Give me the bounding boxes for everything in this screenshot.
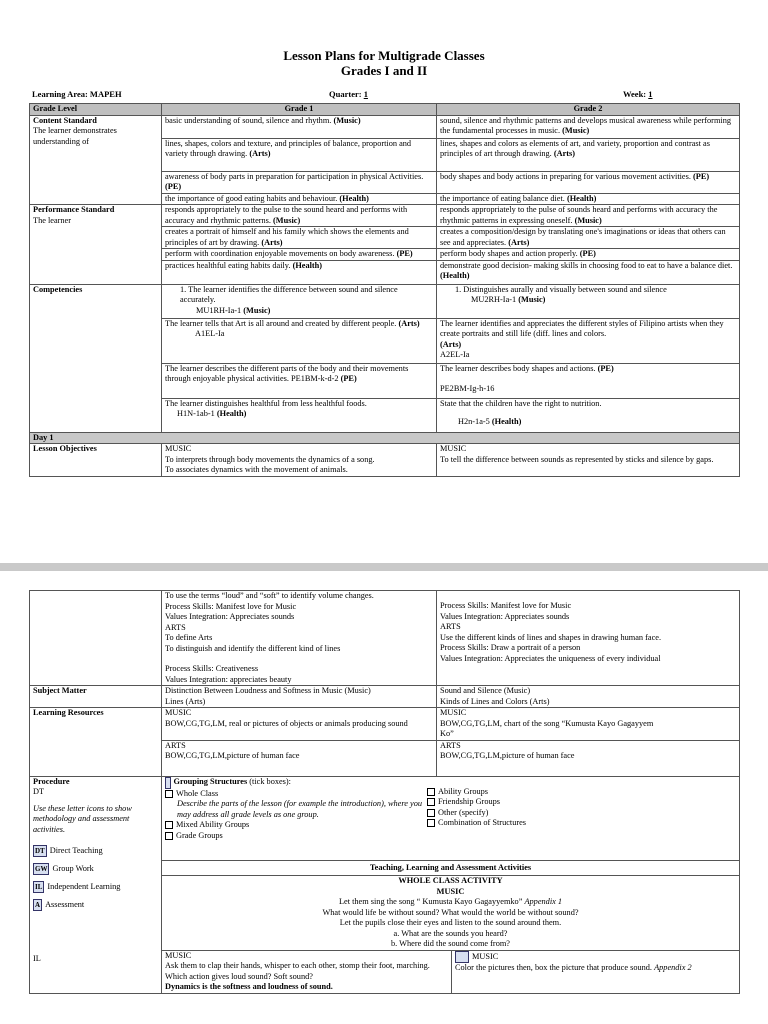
ps-g2-arts: creates a composition/design by translating one's imaginations or ideas that others can see and appreciates. (Arts) [437,227,740,249]
ps-g1-health: practices healthful eating habits daily. (Health) [162,260,437,284]
obj-continued-row [30,591,740,686]
independent-learning-icon: IL [35,883,43,891]
cs-g1-pe: awareness of body parts in preparation for participation in physical Activities. (PE) [162,171,437,193]
assessment-icon: A [35,901,41,909]
sm-g1: Distinction Between Loudness and Softness in Music (Music) Lines (Arts) [162,686,437,708]
grade1-header: Grade 1 [162,104,437,116]
cs-g1-arts: lines, shapes, colors and texture, and principles of balance, proportion and variety through drawing. (Arts) [162,138,437,171]
direct-teaching-icon [165,777,171,789]
comp-g2-music: 1. Distinguishes aurally and visually between sound and silence MU2RH-Ia-1 (Music) [437,284,740,318]
performance-standard-row [30,205,740,227]
obj-g2: MUSIC To tell the difference between sounds as represented by sticks and silence by gaps. [437,444,740,477]
objectives-row [30,444,740,477]
obj-continued-label [30,591,162,686]
week: Week: 1 [623,89,653,99]
comp-g2-arts: The learner identifies and appreciates the different styles of Filipino artists when they create portraits and still life (diff. lines and colors. (Arts) A2EL-Ia [437,318,740,363]
competencies-row [30,284,740,318]
content-standard-row [30,115,740,138]
group-work-icon: GW [35,865,48,873]
checkbox-icon [427,788,435,796]
res-g1-music: MUSIC BOW,CG,TG,LM, real or pictures of objects or animals producing sound [162,708,437,741]
grouping-row [30,776,740,860]
legend-gw: GW Group Work [35,864,94,873]
wca-sub: MUSIC [436,886,465,896]
il-g2: MUSIC Color the pictures then, box the picture that produce sound. Appendix 2 [455,951,692,972]
grouping-mixed-ability[interactable]: Mixed Ability Groups [165,820,425,831]
ps-g1-arts: creates a portrait of himself and his family which shows the elements and principles of art by drawing. (Arts) [162,227,437,249]
legend-dt: DT Direct Teaching [35,846,103,855]
checkbox-icon [165,821,173,829]
grade2-header: Grade 2 [437,104,740,116]
checkbox-icon [427,819,435,827]
performance-standard-label: Performance Standard The learner [30,205,162,285]
objectives-label: Lesson Objectives [30,444,162,477]
il-g1: MUSIC Ask them to clap their hands, whisper to each other, stomp their foot, marching. Which action gives loud sound? Soft sound? Dynamics is the softness and loudness of sound. [162,951,452,993]
direct-teaching-icon: DT [35,847,45,855]
checkbox-icon [427,798,435,806]
checkbox-icon [165,790,173,798]
comp-g1-arts: The learner tells that Art is all around and created by different people. (Arts) A1EL-Ia [162,318,437,363]
competencies-label: Competencies [30,284,162,432]
il-marker: IL [33,953,41,963]
learning-area: Learning Area: MAPEH [32,89,122,99]
cs-g1-health: the importance of good eating habits and behaviour. (Health) [162,193,437,205]
grade-level-header: Grade Level [30,104,162,116]
grouping-description: Describe the parts of the lesson (for example the introduction), where you may address all grade levels as one group. [177,799,423,819]
day-label: Day 1 [30,432,740,444]
subject-matter-label: Subject Matter [30,686,162,708]
grouping-ability[interactable]: Ability Groups [427,787,526,798]
cs-g1-music: basic understanding of sound, silence and rhythm. (Music) [162,115,437,138]
grouping-grade-groups[interactable]: Grade Groups [165,831,425,842]
res-g2-music: MUSIC BOW,CG,TG,LM, chart of the song “Kumusta Kayo Gagayyem Ko” [437,708,740,741]
comp-g2-health: State that the children have the right to nutrition. H2n-1a-5 (Health) [437,398,740,432]
resources-label: Learning Resources [30,708,162,777]
obj2-g1: To use the terms “loud” and “soft” to identify volume changes. Process Skills: Manifest love for Music Values Integration: Appreciates sounds ARTS To define Arts To distinguish and identify the different kind of lines Process Skills: Creativeness Values Integration: appreciates beauty [162,591,437,686]
obj2-g2: Process Skills: Manifest love for Music Values Integration: Appreciates sounds ARTS Use the different kinds of lines and shapes in drawing human face. Process Skills: Draw a portrait of a person Values Integration: Appreciates the uniqueness of every individual [437,591,740,686]
lesson-plan-table [29,103,740,477]
checkbox-icon [165,832,173,840]
tla-header: Teaching, Learning and Assessment Activities [162,861,739,877]
content-standard-label: Content Standard The learner demonstrates understanding of [30,115,162,205]
page-2 [0,571,768,1024]
day-row [30,432,740,444]
res-g2-arts: ARTS BOW,CG,TG,LM,picture of human face [437,740,740,776]
cs-g2-music: sound, silence and rhythmic patterns and develops musical awareness while performing the fundamental processes in music. (Music) [437,115,740,138]
comp-g1-pe: The learner describes the different parts of the body and their movements through enjoyable physical activities. PE1BM-k-d-2 (PE) [162,363,437,398]
comp-g1-music: 1. The learner identifies the difference between sound and silence accurately. MU1RH-Ia-1 (Music) [162,284,437,318]
grouping-combination[interactable]: Combination of Structures [427,818,526,829]
grouping-friendship[interactable]: Friendship Groups [427,797,526,808]
res-g1-arts: ARTS BOW,CG,TG,LM,picture of human face [162,740,437,776]
grouping-cell: Grouping Structures (tick boxes): Whole Class Describe the parts of the lesson (for example the introduction), where you may address all grade levels as one group. Mixed Ability Groups Grade Groups Ability Groups Friendship Groups Other (specify) Combination of Structures [162,776,740,860]
checkbox-icon [427,809,435,817]
legend-il: IL Independent Learning [35,882,121,891]
procedure-label: Procedure [33,776,70,786]
subject-matter-row [30,686,740,708]
cs-g2-pe: body shapes and body actions in preparing for various movement activities. (PE) [437,171,740,193]
tla-cell: Teaching, Learning and Assessment Activities WHOLE CLASS ACTIVITY MUSIC Let them sing the song “ Kumusta Kayo Gagayyemko” Appendix 1 What would life be without sound? What would the world be without sound? Let the pupils close their eyes and listen to the sound around them. a. What are the sounds you heard? b. Where did the sound come from? [162,860,740,950]
grouping-whole-class[interactable]: Whole Class [165,789,425,800]
legend-a: A Assessment [35,900,85,909]
header-row [30,104,740,116]
ps-g1-music: responds appropriately to the pulse to the sound heard and performs with accuracy and rhythmic patterns. (Music) [162,205,437,227]
ps-g1-pe: perform with coordination enjoyable movements on body awareness. (PE) [162,249,437,261]
comp-g1-health: The learner distinguishes healthful from less healthful foods. H1N-1ab-1 (Health) [162,398,437,432]
dt-marker: DT [33,787,45,796]
procedure-cell [30,776,162,993]
independent-learning-icon [455,951,469,963]
ps-g2-pe: perform body shapes and action properly. (PE) [437,249,740,261]
wca-title: WHOLE CLASS ACTIVITY [398,876,503,885]
ps-g2-music: responds appropriately to the pulse of sounds heard and performs with accuracy the rhythmic patterns in expressing oneself. (Music) [437,205,740,227]
il-cell [162,950,740,993]
procedure-note: Use these letter icons to show methodology and assessment activities. [33,803,132,834]
quarter: Quarter: 1 [329,89,368,99]
grouping-other[interactable]: Other (specify) [427,808,526,819]
cs-g2-arts: lines, shapes and colors as elements of art, and variety, proportion and contrast as principles of art through drawing. (Arts) [437,138,740,171]
lesson-plan-table-continued [29,590,740,994]
sm-g2: Sound and Silence (Music) Kinds of Lines and Colors (Arts) [437,686,740,708]
document-subtitle: Grades I and II [340,63,428,78]
document-title: Lesson Plans for Multigrade Classes [283,48,485,63]
ps-g2-health: demonstrate good decision- making skills in choosing food to eat to have a balance diet. (Health) [437,260,740,284]
resources-music-row [30,708,740,741]
grouping-label: Grouping Structures [173,776,248,786]
comp-g2-pe: The learner describes body shapes and actions. (PE) PE2BM-Ig-h-16 [437,363,740,398]
cs-g2-health: the importance of eating balance diet. (Health) [437,193,740,205]
obj-g1: MUSIC To interprets through body movements the dynamics of a song. To associates dynamics with the movement of animals. [162,444,437,477]
